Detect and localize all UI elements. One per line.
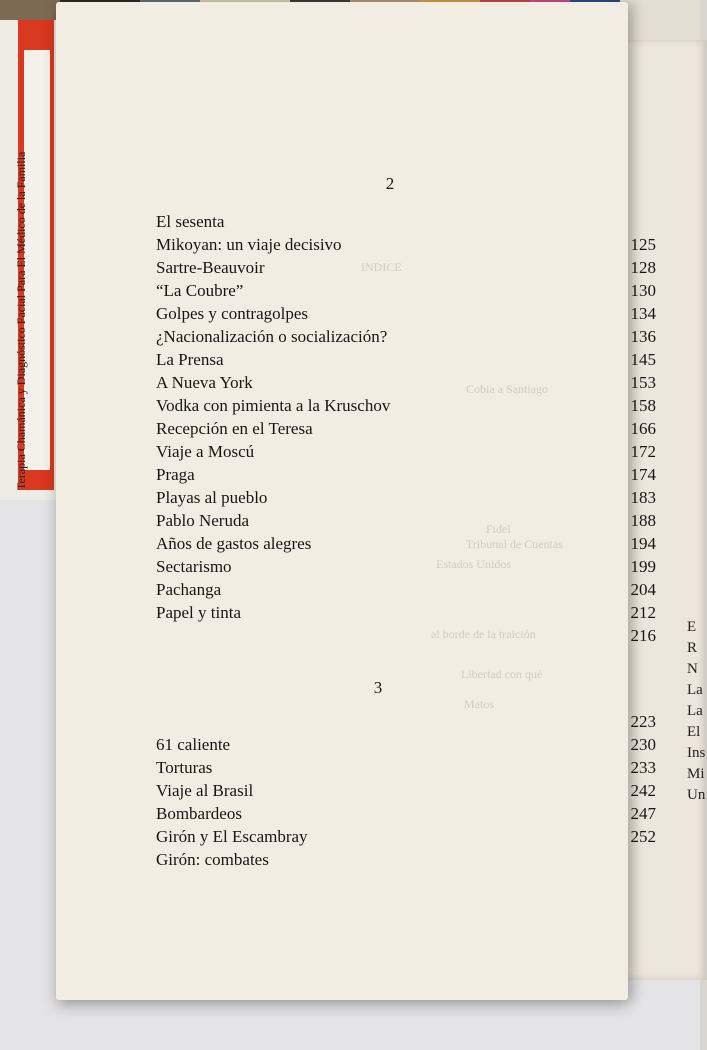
facing-page-fragment: E [687, 619, 697, 635]
toc-entry-page: 233 [630, 758, 656, 777]
toc-entry [156, 532, 656, 555]
bleed-through-text: al borde de la traición [431, 627, 536, 641]
toc-entry [156, 578, 656, 601]
facing-page-fragment: Un [687, 787, 706, 803]
toc-entry-page: 153 [630, 373, 656, 392]
toc-entry-page: 230 [630, 735, 656, 754]
spine-title: Terapia Chamánica y Diagnóstico Facial Para El Médico de la Familia [14, 151, 28, 490]
toc-entry [156, 348, 656, 371]
toc-entry-page: 130 [630, 281, 656, 300]
facing-page-fragment: N [687, 661, 698, 677]
toc-entry-title: Papel y tinta [156, 603, 241, 622]
toc-entry-title: “La Coubre” [156, 281, 244, 300]
toc-entry-page: 172 [630, 442, 656, 461]
facing-page-fragment: R [687, 640, 698, 656]
toc-entry-title: Pablo Neruda [156, 511, 250, 530]
toc-entry-page: 194 [630, 534, 656, 553]
toc-entry-page: 158 [630, 396, 656, 415]
toc-entry-page: 216 [630, 626, 656, 645]
toc-entry-page: 166 [630, 419, 656, 438]
toc-list-section-3 [156, 710, 656, 871]
toc-entry-title: Vodka con pimienta a la Kruschov [156, 396, 391, 415]
toc-entry-page: 199 [630, 557, 656, 576]
toc-entry [156, 733, 656, 756]
toc-entry [156, 848, 656, 871]
toc-entry [156, 601, 656, 624]
bleed-through-text: INDICE [361, 260, 402, 274]
toc-entry [156, 440, 656, 463]
toc-entry-title: Sectarismo [156, 557, 232, 576]
toc-entry-title: Mikoyan: un viaje decisivo [156, 235, 342, 254]
toc-entry-page: 136 [630, 327, 656, 346]
facing-page-fragment: Ins [687, 745, 706, 761]
toc-entry [156, 802, 656, 825]
toc-entry-page: 134 [630, 304, 656, 323]
toc-entry-page: 174 [630, 465, 656, 484]
section-number: 2 [385, 174, 395, 193]
toc-entry-page: 125 [630, 235, 656, 254]
bleed-through-text: Fidel [486, 522, 511, 536]
toc-entry-title: Pachanga [156, 580, 222, 599]
toc-entry [156, 371, 656, 394]
toc-entry-title: Praga [156, 465, 195, 484]
toc-entry [156, 756, 656, 779]
toc-entry-title: Torturas [156, 758, 213, 777]
toc-entry [156, 825, 656, 848]
facing-page-fragment: La [687, 682, 703, 698]
red-book-spine [0, 20, 57, 500]
toc-entry-page: 247 [630, 804, 656, 823]
toc-entry [156, 486, 656, 509]
toc-entry-title: Playas al pueblo [156, 488, 268, 507]
toc-entry-title: Bombardeos [156, 804, 242, 823]
toc-entry-title: Viaje al Brasil [156, 781, 254, 800]
toc-entry-page: 212 [630, 603, 656, 622]
toc-entry-page: 252 [630, 827, 656, 846]
toc-entry-title: Golpes y contragolpes [156, 304, 309, 323]
toc-entry-title: La Prensa [156, 350, 224, 369]
bleed-through-text: Tribunal de Cuentas [466, 537, 563, 551]
bleed-through-text: Libertad con qué [461, 667, 543, 681]
toc-entry-page: 223 [630, 712, 656, 731]
toc-entry [156, 325, 656, 348]
toc-entry-title: A Nueva York [156, 373, 253, 392]
book-page [56, 2, 656, 1000]
toc-entry [156, 279, 656, 302]
toc-entry [156, 555, 656, 578]
section-number: 3 [373, 678, 383, 697]
toc-entry-title: Recepción en el Teresa [156, 419, 313, 438]
toc-entry [156, 394, 656, 417]
toc-entry [156, 302, 656, 325]
toc-entry [156, 779, 656, 802]
bleed-through-text: Cobia a Santiago [466, 382, 548, 396]
toc-entry-title: Girón y El Escambray [156, 827, 308, 846]
facing-page-fragment: El [687, 724, 701, 740]
toc-entry [156, 256, 656, 279]
toc-entry [156, 509, 656, 532]
toc-entry [156, 710, 656, 733]
toc-entry-page: 183 [630, 488, 656, 507]
toc-entry-page: 242 [630, 781, 656, 800]
toc-entry [156, 210, 656, 233]
toc-entry-title: Años de gastos alegres [156, 534, 312, 553]
toc-entry-title: Girón: combates [156, 850, 269, 869]
toc-entry-page: 145 [630, 350, 656, 369]
toc-entry-title: ¿Nacionalización o socialización? [156, 327, 388, 346]
toc-entry [156, 233, 656, 256]
toc-entry-page: 188 [630, 511, 656, 530]
toc-list-section-2 [156, 210, 656, 647]
toc-entry [156, 417, 656, 440]
toc-entry-page: 128 [630, 258, 656, 277]
bleed-through-text: Matos [464, 697, 494, 711]
toc-entry [156, 624, 656, 647]
toc-entry-title: 61 caliente [156, 735, 231, 754]
toc-entry-title: El sesenta [156, 212, 225, 231]
toc-entry-page: 204 [630, 580, 656, 599]
facing-page-fragment: La [687, 703, 703, 719]
toc-entry-title: Sartre-Beauvoir [156, 258, 265, 277]
facing-page-fragment: Mi [687, 766, 705, 782]
toc-entry-title: Viaje a Moscú [156, 442, 255, 461]
toc-entry [156, 463, 656, 486]
bleed-through-text: Estados Unidos [436, 557, 511, 571]
